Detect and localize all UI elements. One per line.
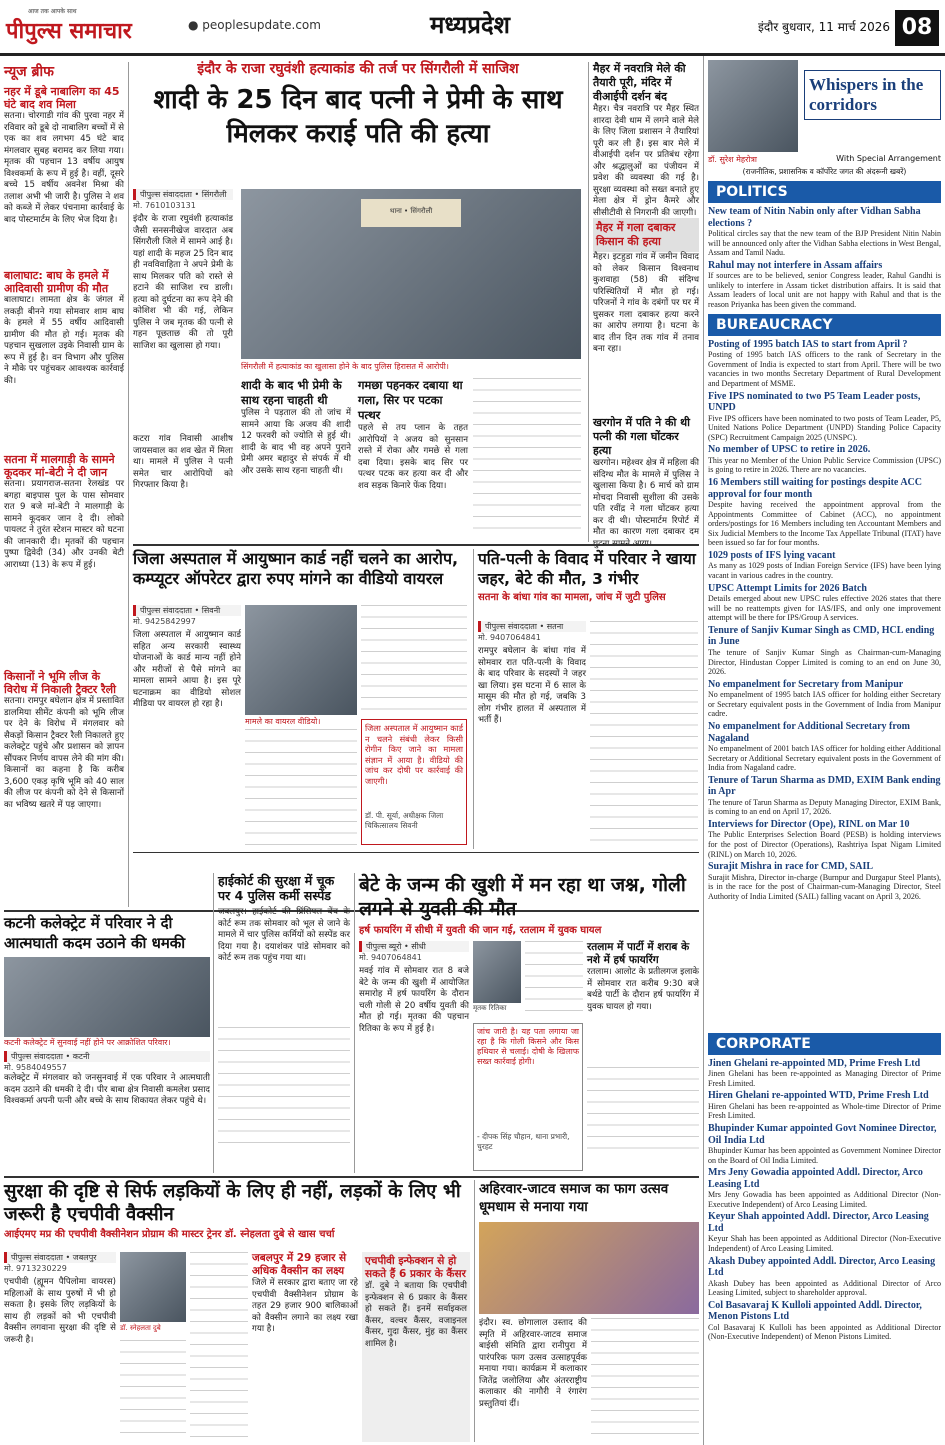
news-item-headline[interactable]: Keyur Shah appointed Addl. Director, Arco Leasing Ltd [708,1211,929,1234]
ratlam-subhead: रतलाम में पार्टी में शराब के नशे में हर्ष फायरिंग [587,941,690,966]
corporate-section [708,1058,941,1398]
lead-kicker: इंदौर के राजा रघुवंशी हत्याकांड की तर्ज पर सिंगरौली में साजिश [197,61,519,77]
hospital-quote: जिला अस्पताल में आयुष्मान कार्ड न चलने संबंधी लेकर किसी रोगीन किए जाने का मामला संज्ञान में आया है। वीडियो की जांच कर दोषी पर कार्रवाई की जाएगी। [365,723,463,786]
dateline-place: कटनी [72,1052,90,1061]
news-item-headline[interactable]: Akash Dubey appointed Addl. Director, Arco Leasing Ltd [708,1255,936,1279]
whispers-header [708,60,941,152]
doctor-name: डॉ. स्नेहलता दुबे [120,1324,161,1332]
news-item-headline[interactable]: Mrs Jeny Gowadia appointed Addl. Director, Arco Leasing Ltd [708,1167,923,1190]
news-item-headline[interactable]: Tenure of Tarun Sharma as DMD, EXIM Bank ending in Apr [708,774,941,798]
news-item-headline[interactable]: Hiren Ghelani re-appointed WTD, Prime Fresh Ltd [708,1090,929,1102]
bureau-name: पीपुल्स संवाददाता [140,606,192,615]
news-headline[interactable]: मैहर में नवरात्रि मेले की तैयारी पूरी, मंदिर में वीआईपी दर्शन बंद [593,62,686,103]
news-item-headline[interactable]: UPSC Attempt Limits for 2026 Batch [708,582,867,594]
news-item-text: As many as 1029 posts of Indian Foreign Service (IFS) have been lying vacant in various cadres in the country. [708,561,941,581]
news-item-text: If sources are to be believed, senior Congress leader, Rahul Gandhi is unlikely to interfere in Assam ticket distribution affairs. It is said that Assam leaders of local unit are not happy with Rahul and that is the reason Priyanka has been given the command. [708,271,941,310]
news-item-headline[interactable]: New team of Nitin Nabin only after Vidhan Sabha elections ? [708,206,921,229]
news-headline[interactable]: खरगोन में पति ने की थी पत्नी की गला घोंटकर हत्या [593,416,691,457]
hospital-text-continued [245,729,357,845]
brief-text: सतना। रामपुर बघेलान क्षेत्र में प्रस्तावित डालमिया सीमेंट कंपनी को भूमि लीज पर देने के विरोध में मंगलवार को सैकड़ों किसान ट्रैक्टर रैली निकालते हुए कलेक्ट्रेट पहुंचे और प्रशासन को ज्ञापन सौंपकर निर्णय वापस लेने की मांग की। किसानों का कहना है कि करीब 3,600 एकड़ कृषि भूमि को 40 साल की लीज पर कंपनी को देने से किसानों का भविष्य खतरे में पड़ जाएगा। [4,696,125,810]
right-news-column [593,62,699,542]
news-item-text: The Public Enterprises Selection Board (PESB) is holding interviews for the post of Director (Operations), Rashtriya Ispat Nigam Limited (RINL) on March 10, 2026. [708,830,941,859]
page-number: 08 [895,10,939,46]
news-item-headline[interactable]: Five IPS nominated to two P5 Team Leader posts, UNPD [708,390,921,414]
brief-text: बालाघाट। लामता क्षेत्र के जंगल में लकड़ी बीनने गया सोमवार शाम बाघ के हमले में 55 वर्षीय आदिवासी ग्रामीण की मौत हो गई। मृतक की पहचान सुखलाल उइके निवासी ग्राम के रूप में हुई है। वन विभाग और पुलिस ने मौके पर पहुंचकर आवश्यक कार्रवाई की। [4,295,124,386]
brief-headline: किसानों ने भूमि लीज के विरोध में निकाली ट्रैक्टर रैली [4,670,116,696]
brief-headline: नहर में डूबे नाबालिग का 45 घंटे बाद शव मिला [4,85,120,111]
news-item-text: Political circles say that the new team of the BJP President Nitin Nabin will be announced only after the Vidhan Sabha elections in West Bengal, Assam and Tamil Nadu. [708,229,941,258]
news-item-headline[interactable]: No empanelment for Additional Secretary from Nagaland [708,721,910,744]
brief-text: सतना। चोरगाडी गांव की पुरवा नहर में रविवार को डूबे दो नाबालिग बच्चों में से एक का शव लगभग 45 घंटे बाद मंगलवार सुबह बरामद कर लिया गया। मृतक की पहचान 13 वर्षीय आयुष विश्वकर्मा के रूप में हुई है। वहीं, दूसरे बच्चे 15 वर्षीय अवनेश मिश्रा की तलाश अभी भी जारी है। पुलिस ने शव को कब्जे में लेकर पंचनामा कार्रवाई के बाद पोस्टमार्टम के लिए भेज दिया है। [4,111,124,225]
lead-story [133,62,583,542]
firing-quote-author: - दीपक सिंह चौहान, थाना प्रभारी, चुरहट [477,1132,570,1151]
holi-text-continued [591,1318,699,1438]
vaccine-box-headline: जबलपुर में 29 हजार से अधिक वैक्सीन का लक्ष्य [252,1252,347,1277]
dateline-place: सतना [546,622,564,631]
bureaucracy-section-header: BUREAUCRACY [708,314,941,336]
firing-text-continued [525,941,583,1011]
lead-text: पहले से तय प्लान के तहत आरोपियों ने अजय को सुनसान रास्ते में रोका और गमछे से गला दबा दिया। इसके बाद सिर पर पत्थर पटक कर हत्या कर दी और शव सड़क किनारे फेंक दिया। [358,423,468,491]
hospital-text-continued [361,605,467,715]
news-text: मैहर। चैत्र नवरात्रि पर मैहर स्थित शारदा देवी धाम में लगने वाले मेले के लिए जिला प्रशासन ने तैयारियां पूरी कर ली हैं। इस बार मेले में वीआईपी दर्शन पर प्रतिबंध रहेगा और श्रद्धालुओं का पंजीयन में प्रवेश की व्यवस्था की गई है। सुरक्षा व्यवस्था को सख्त बनाते हुए मेला क्षेत्र में ड्रोन कैमरे और सीसीटीवी से निगरानी की जाएगी। [593,104,699,218]
hospital-headline[interactable]: जिला अस्पताल में आयुष्मान कार्ड नहीं चलने का आरोप, कम्प्यूटर ऑपरेटर द्वारा रुपए मांगने का वीडियो वायरल [133,549,459,588]
vaccine-phone: मो. 9713230229 [4,1264,67,1273]
lead-byline: पीपुल्स संवाददाता • सिंगरौली [133,189,233,200]
poison-phone: मो. 9407064841 [478,633,541,642]
hospital-photo-caption: मामले का वायरल वीडियो। [245,717,321,726]
news-item-headline[interactable]: Bhupinder Kumar appointed Govt Nominee Director, Oil India Ltd [708,1123,937,1146]
news-text: खरगोन। महेश्वर क्षेत्र में महिला की संदिग्ध मौत के मामले में पुलिस ने खुलासा किया है। 6 मार्च को ग्राम मोचदा निवासी सुशीला की उसके पति रवींद्र ने गला घोंटकर हत्या कर दी थी। पोस्टमार्टम रिपोर्ट में मौत का कारण गला दबाकर दम [593,458,699,537]
hospital-byline: पीपुल्स संवाददाता • सिवनी [133,605,241,616]
whispers-title: Whispers in the corridors [804,70,941,120]
website-link[interactable] [188,18,321,32]
logo-tagline: आज तक आपके साथ [28,8,77,15]
hospital-video-photo[interactable] [245,605,357,715]
poison-headline[interactable]: पति-पत्नी के विवाद में परिवार ने खाया जहर, बेटे की मौत, 3 गंभीर [478,550,696,588]
brief-headline: सतना में मालगाड़ी के सामने कूदकर मां-बेटी ने दी जान [4,453,115,479]
bureaucracy-section [708,339,941,1029]
lead-headline[interactable]: शादी के 25 दिन बाद पत्नी ने प्रेमी के साथ मिलकर कराई पति की हत्या [153,85,563,150]
firing-quote-box [473,1023,583,1171]
dateline-place: सिंगरौली [201,190,227,199]
brief-text: सतना। प्रयागराज-सतना रेलखंड पर बगहा बाइपास पुल के पास सोमवार रात 9 बजे मां-बेटी ने मालगाड़ी के सामने कूदकर जान दे दी। लोको पायलट ने तुरंत स्टेशन मास्टर को घटना की जानकारी दी। मृतकों की पहचान पुष्पा द्विवेदी (34) और उनकी बेटी आराध्या (13) के रूप में हुई। [4,479,124,570]
vaccine-text-continued [120,1340,186,1440]
collectorate-story [4,873,210,1173]
section-divider [133,544,699,546]
firing-deck: हर्ष फायरिंग में सीधी में युवती की जान गई, रतलाम में युवक घायल [359,925,602,936]
bureau-name: पीपुल्स संवाददाता [485,622,537,631]
lead-text: कटरा गांव निवासी आशीष जायसवाल का शव खेत में मिला था। मामले में पुलिस ने पत्नी समेत चार आरोपियों को गिरफ्तार किया है। [133,434,233,490]
news-item-text: The tenure of Tarun Sharma as Deputy Managing Director, EXIM Bank, is coming to an end on April 17, 2026. [708,797,941,817]
news-item-text: Jinen Ghelani has been re-appointed as Managing Director of Prime Fresh Limited. [708,1069,941,1088]
news-item-text: Akash Dubey has been appointed as Additional Director of Arco Leasing Limited, subject to shareholder approval. [708,1278,941,1298]
hospital-text: जिला अस्पताल में आयुष्मान कार्ड सहित अन्य सरकारी स्वास्थ्य योजनाओं के कार्ड मान्य नहीं होने और मरीजों से पैसे मांगने का मामला सामने आया है। इस पूरे घटनाक्रम का वीडियो सोशल मीडिया पर वायरल हो रहा है। [133,630,241,709]
ratlam-text: रतलाम। आलोट के प्रतीलगज इलाके में सोमवार रात करीब 9:30 बजे बर्थडे पार्टी के दौरान हर्ष फायरिंग में युवक घायल हो गया। [587,967,699,1012]
news-item-headline[interactable]: No empanelment for Secretary from Manipur [708,678,904,690]
section-divider [133,852,699,853]
lead-subhead: शादी के बाद भी प्रेमी के साथ रहना चाहती थी [241,378,342,407]
news-item-text: The tenure of Sanjiv Kumar Singh as Chairman-cum-Managing Director, Hindustan Copper Limited is coming to an end on June 30, 2026. [708,647,941,677]
news-item-headline[interactable]: Jinen Ghelani re-appointed MD, Prime Fresh Ltd [708,1057,921,1069]
news-text: मैहर। इटहुडा गांव में जमीन विवाद को लेकर किसान विश्वनाथ कुशवाहा (58) की संदिग्ध परिस्थितियों में मौत हो गई। परिजनों ने गांव के दबंगों पर घर में घुसकर गला दबाकर हत्या करने का आरोप लगाया है। घटना के बाद तीन दिन तक गांव में तनाव बना रहा। [593,252,699,354]
vaccine-text-continued [190,1252,248,1442]
section-divider [4,1176,699,1178]
whispers-column [703,56,945,1445]
column-divider [354,873,355,1173]
collectorate-headline[interactable]: कटनी कलेक्ट्रेट में परिवार ने दी आत्मघाती कदम उठाने की धमकी [4,914,186,952]
news-item-text: Col Basavaraj K Kulloli has been appointed as Additional Director (Non-Executive Independent) of Menon Pistons Limited. [708,1322,941,1342]
news-item-text: Five IPS officers have been nominated to two posts of Team Leader, P5, United Nations Police Department (UNPD) Standing Police Capacity (SPC) Recruitment Campaign 2025 (UNSPC). [708,413,941,442]
news-item-headline[interactable]: Tenure of Sanjiv Kumar Singh as CMD, HCL ending in June [708,624,935,648]
lead-subhead: गमछा पहनकर दबाया था गला, सिर पर पटका पत्थर [358,378,463,422]
politics-section-header: POLITICS [708,181,941,203]
firing-quote: जांच जारी है। यह पता लगाया जा रहा है कि गोली किसने और किस हथियार से चलाई। दोषी के खिलाफ सख्त कार्रवाई होगी। [477,1027,579,1066]
section-name: मध्यप्रदेश [429,11,511,39]
news-item-headline[interactable]: Surajit Mishra in race for CMD, SAIL [708,861,874,873]
doctor-photo[interactable] [120,1252,186,1322]
news-headline[interactable]: मैहर में गला दबाकर किसान की हत्या [593,218,699,252]
police-station-sign: थाना • सिंगरौली [361,199,461,227]
news-item-headline[interactable]: Col Basavaraj K Kulloli appointed Addl. Director, Menon Pistons Ltd [708,1299,922,1323]
news-item-text: Mrs Jeny Gowadia has been appointed as Additional Director (Non-Executive Independent) of Arco Leasing Limited. [708,1190,941,1209]
brief-headline: बालाघाट: बाघ के हमले में आदिवासी ग्रामीण की मौत [4,269,109,295]
newspaper-logo[interactable] [6,6,184,46]
collectorate-photo-caption: कटनी कलेक्ट्रेट में सुनवाई नहीं होने पर आक्रोशित परिवार। [4,1038,171,1047]
lead-photo-caption: सिंगरौली में हत्याकांड का खुलासा होने के बाद पुलिस हिरासत में आरोपी। [241,362,449,371]
news-item-headline[interactable]: Rahul may not interfere in Assam affairs [708,259,883,271]
news-item-text: Details emerged about new UPSC rules effective 2026 states that there will be no reattempts given for IAS/IFS, and only one improvement attempt will be there for IPS/Group A services. [708,594,941,623]
lead-text: पुलिस ने पड़ताल की तो जांच में सामने आया कि अजय की शादी 12 फरवरी को ज्योति से हुई थी। शादी के बाद भी वह अपने पुराने प्रेमी अमर बहादुर से संपर्क में थी और उसके साथ रहना चाहती थी। [241,408,351,476]
news-brief-column [4,62,124,907]
news-item-text: Despite having received the appointment approval from the Appointments Committee of Cabinet (ACC), no appointment orders/postings for 16 Members including ten Accountant Members and Six Judicial Members to the Income Tax Appellate Tribunal (ITAT) have been issued so far for four months. [708,500,941,548]
news-item-text: Hiren Ghelani has been re-appointed as Whole-time Director of Prime Fresh Limited. [708,1101,941,1121]
news-item-headline[interactable]: Interviews for Director (Ope), RINL on Mar 10 [708,818,910,830]
firing-text: मवई गांव में सोमवार रात 8 बजे बेटे के जन्म की खुशी में आयोजित समारोह में हर्ष फायरिंग के दौरान चली गोली से 20 वर्षीय युवती की मौत हो गई। मृतका की पहचान रितिका के रूप में हुई है। [359,966,469,1034]
column-divider [213,873,214,1173]
court-text: जबलपुर। हाईकोर्ट की प्रिंसिपल बेंच के कोर्ट रूम तक सोमवार को भूल से जाने के मामले में चार पुलिस कर्मियों को सस्पेंड कर दिया गया है। दयाशंकर पांडे सोमवार को कोर्ट रूम तक पहुंच गया था। [218,907,350,963]
news-item-text: Bhupinder Kumar has been appointed as Government Nominee Director on the Board of Oil India Limited. [708,1146,941,1165]
holi-headline[interactable]: अहिरवार-जाटव समाज का फाग उत्सव धूमधाम से मनाया गया [479,1181,669,1215]
vaccine-box-text: डॉ. दुबे ने बताया कि एचपीवी इन्फेक्शन से 6 प्रकार के कैंसर हो सकते हैं। इनमें सर्वाइकल कैंसर, वल्वर कैंसर, वजाइनल कैंसर, गुदा कैंसर, मुंह का कैंसर शामिल है। [365,1281,467,1349]
bureau-name: पीपुल्स संवाददाता [11,1052,63,1061]
masthead [0,0,945,56]
news-item-text: Posting of 1995 batch IAS officers to the rank of Secretary in the Government of India is expected to start from April. There will be two vacancies in two months Secretary Department of Rural Development and Department of MSME. [708,350,941,388]
vaccine-text: एचपीवी (ह्यूमन पैपिलोमा वायरस) महिलाओं के साथ पुरुषों में भी हो सकता है। इसके लिए लड़कियों के साथ ही लड़कों को भी एचपीवी वैक्सीन लगवाना सुरक्षा की दृष्टि से जरूरी है। [4,1277,116,1345]
columnist-photo[interactable] [708,60,798,152]
hospital-quote-box [361,719,467,845]
poison-byline: पीपुल्स संवाददाता • सतना [478,621,586,632]
news-item-headline[interactable]: No member of UPSC to retire in 2026. [708,444,871,456]
collectorate-byline: पीपुल्स संवाददाता • कटनी [4,1051,210,1062]
news-item-text: No empanelment of 1995 batch IAS officer for holding either Secretary or Secretary equivalent posts in the Government of India from Manipur cadre. [708,690,941,719]
whispers-tagline: (राजनीतिक, प्रशासनिक व कॉर्पोरेट जगत की अंदरूनी खबरें) [742,167,907,176]
column-divider [474,1180,475,1442]
dateline-place: सिवनी [201,606,221,615]
victim-photo-caption: मृतक रितिका [473,1004,507,1012]
court-text-continued [218,1027,350,1147]
logo-text: पीपुल्स समाचार [6,19,132,44]
poison-text: रामपुर बघेलान के बांधा गांव में सोमवार रात पति-पत्नी के विवाद के बाद परिवार के सदस्यों ने जहर खा लिया। इस घटना में 6 साल के मासूम की मौत हो गई, जबकि 3 लोग गंभीर हालत में अस्पताल में भर्ती हैं। [478,646,586,725]
dateline-place: जबलपुर [72,1253,97,1262]
news-item-text: Keyur Shah has been appointed as Additional Director (Non-Executive Independent) of Arco Leasing Limited. [708,1234,941,1253]
firing-headline[interactable]: बेटे के जन्म की खुशी में मन रहा था जश्न, गोली लगने से युवती की मौत [359,874,686,920]
vaccine-box-headline: एचपीवी इन्फेक्शन से हो सकते हैं 6 प्रकार के कैंसर [365,1255,466,1280]
vaccine-headline[interactable]: सुरक्षा की दृष्टि से सिर्फ लड़कियों के लिए ही नहीं, लड़कों के लिए भी जरूरी है एचपीवी वैक्सीन [4,1181,461,1225]
victim-photo[interactable] [473,941,521,1003]
court-headline[interactable]: हाईकोर्ट की सुरक्षा में चूक पर 4 पुलिस कर्मी सस्पेंड [218,873,335,903]
column-divider [473,549,474,849]
vaccine-byline: पीपुल्स संवाददाता • जबलपुर [4,1252,116,1263]
ratlam-text-continued [587,1067,699,1157]
firing-story [359,873,699,1173]
collectorate-text: कलेक्ट्रेट में मंगलवार को जनसुनवाई में एक परिवार ने आत्मघाती कदम उठाने की धमकी दे दी। पीर बाबा क्षेत्र निवासी कमलेश प्रसाद विश्वकर्मा अपनी पत्नी और बच्चे के साथ शिकायत लेकर पहुंचे थे। [4,1073,210,1106]
news-item-headline[interactable]: 16 Members still waiting for postings despite ACC approval for four month [708,477,922,500]
website-url: peoplesupdate.com [202,18,321,32]
news-item-headline[interactable]: Posting of 1995 batch IAS to start from April ? [708,338,908,350]
court-story [218,873,350,1173]
collectorate-phone: मो. 9584049557 [4,1063,67,1072]
firing-phone: मो. 9407064841 [359,953,422,962]
news-item-text: Surajit Mishra, Director in-charge (Burnpur and Durgapur Steel Plants), is in the race for the post of Chairman-cum-Managing Director, Steel Authority of India Limited (SAIL) falling vacant on April 3, 2026. [708,872,941,901]
politics-section [708,206,941,310]
column-divider [128,62,129,907]
lead-text: इंदौर के राजा रघुवंशी हत्याकांड जैसी सनसनीखेज वारदात अब सिंगरौली जिले में सामने आई है। यहां शादी के महज 25 दिन बाद ही नवविवाहिता ने अपने प्रेमी के साथ मिलकर पति को रास्ते से हटाने की साजिश रच डाली। हत्या को दुर्घटना का रूप देने की कोशिश भी की गई, लेकिन पुलिस ने जब मृतक की पत्नी से गहन पूछताछ की तो पूरी साजिश का खुलासा हो गया। [133,214,233,351]
news-item-text: This year no Member of the Union Public Service Commission (UPSC) is going to retire in 2026. There are no vacancies. [708,455,941,475]
dateline-place: सीधी [411,942,426,951]
lead-photo[interactable] [241,189,581,359]
poison-story [478,549,699,849]
poison-text-continued [590,621,698,846]
columnist-name: डॉ. सुरेश मेहरोत्रा [708,155,757,164]
lead-text-continued [473,378,581,538]
vaccine-box-text: जिले में सरकार द्वारा बताए जा रहे एचपीवी वैक्सीनेशन प्रोग्राम के तहत 29 हजार 900 बालिकाओं को वैक्सीन लगाने का लक्ष्य रखा गया है। [252,1278,358,1334]
news-item-text: No empanelment of 2001 batch IAS officer for holding either Additional Secretary or Additional Secretary equivalent posts in the Government of India from Nagaland cadre. [708,744,941,773]
hospital-quote-author: डॉ. पी. सूर्या, अधीक्षक जिला चिकित्सालय सिवनी [365,811,444,830]
hospital-phone: मो. 9425842997 [133,617,196,626]
news-item-headline[interactable]: 1029 posts of IFS lying vacant [708,549,836,561]
bureau-name: पीपुल्स संवाददाता [140,190,192,199]
collectorate-photo[interactable] [4,957,210,1037]
globe-icon: ● [188,18,203,32]
holi-story [479,1180,699,1442]
firing-byline: पीपुल्स ब्यूरो • सीधी [359,941,469,952]
bureau-name: पीपुल्स संवाददाता [11,1253,63,1262]
vaccine-deck: आईएमए मप्र की एचपीवी वैक्सीनेशन प्रोग्राम की मास्टर ट्रेनर डॉ. स्नेहलता दुबे से खास चर्चा [4,1229,335,1240]
news-brief-title: न्यूज ब्रीफ [4,64,54,80]
holi-photo[interactable] [479,1222,699,1314]
poison-deck: सतना के बांधा गांव का मामला, जांच में जुटी पुलिस [478,592,666,603]
hospital-story [133,549,469,849]
corporate-section-header: CORPORATE [708,1033,941,1055]
lead-phone: मो. 7610103131 [133,201,196,210]
holi-text: इंदौर। स्व. छोगालाल उस्ताद की स्मृति में अहिरवार-जाटव समाज बाईसी संमिति द्वारा रानीपुरा में पारंपरिक फाग उत्सव उत्साहपूर्वक मनाया गया। कार्यक्रम में कलाकार जितेंद्र जलोलिया और अंतरराष्ट्रीय कलाकार की नागौरी ने रंगारंग प्रस्तुतियां दीं। [479,1318,587,1409]
dateline: इंदौर बुधवार, 11 मार्च 2026 [758,20,890,34]
column-divider [588,62,589,542]
bureau-name: पीपुल्स ब्यूरो [366,942,402,951]
vaccine-story [4,1180,470,1442]
special-arrangement: With Special Arrangement [836,154,941,163]
